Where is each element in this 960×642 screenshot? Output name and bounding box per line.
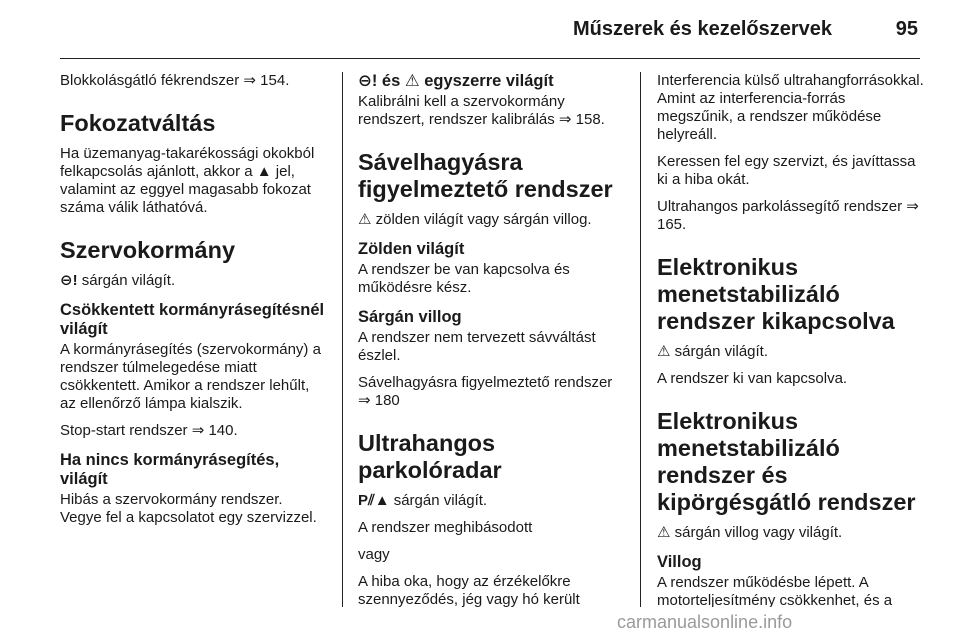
esc-off-icon: ⚠	[657, 343, 671, 360]
paragraph-esc-kiporgesgatlo	[657, 524, 925, 542]
paragraph-villog: A rendszer működésbe lépett. A motorteljesítmény csökkenhet, és a	[657, 574, 893, 607]
paragraph-keressen: Keressen fel egy szervizt, és javíttassa ki a hiba okát.	[657, 153, 916, 188]
paragraph-zolden-vilagit: A rendszer be van kapcsolva és működésre kész.	[358, 261, 570, 296]
heading-szervokormany: Szervokormány	[60, 237, 236, 263]
heading-ultrahangos: Ultrahangos parkolóradar	[358, 430, 502, 483]
heading-esc-kikapcsolva: Elektronikus menetstabilizáló rendszer kikapcsolva	[657, 254, 895, 334]
paragraph-sargan-villog: A rendszer nem tervezett sávváltást észlel.	[358, 329, 596, 364]
paragraph-fokozatvaltas: Ha üzemanyag-takarékossági okokból felkapcsolás ajánlott, akkor a ▲ jel, valamint az eggyel magasabb fokozat száma válik láthatóvá.	[60, 145, 315, 216]
paragraph-interferencia: Interferencia külső ultrahangforrásokkal. Amint az interferencia-forrás megszűnik, a rendszer működése helyreáll.	[657, 72, 924, 143]
paragraph-text: sárgán világít.	[670, 343, 769, 360]
paragraph-szervokormany	[60, 272, 328, 290]
page-title: Műszerek és kezelőszervek	[572, 18, 832, 40]
esc-icon: ⚠	[404, 72, 420, 90]
page-number: 95	[895, 18, 918, 40]
paragraph-csokkentett: A kormányrásegítés (szervokormány) a rendszer túlmelegedése miatt csökkentett. Amikor a rendszer lehűlt, az ellenőrző lámpa kialszik.	[60, 341, 321, 412]
paragraph-vagy: vagy	[358, 546, 390, 563]
heading-zolden-vilagit: Zölden világít	[358, 240, 465, 258]
stop-start-reference: Stop-start rendszer ⇒ 140.	[60, 422, 238, 439]
heading-egyszerre-vilagit	[358, 72, 626, 91]
paragraph-savelhagyas	[358, 211, 626, 229]
column-divider-2	[640, 72, 641, 607]
paragraph-meghibasodott: A rendszer meghibásodott	[358, 519, 533, 536]
heading-fokozatvaltas: Fokozatváltás	[60, 110, 216, 136]
parking-assist-reference: Ultrahangos parkolássegítő rendszer ⇒ 165.	[657, 198, 919, 233]
esc-icon: ⚠	[657, 524, 671, 541]
heading-savelhagyas: Sávelhagyásra figyelmeztető rendszer	[358, 149, 613, 202]
heading-csokkentett: Csökkentett kormányrásegítésnél világít	[60, 301, 325, 338]
heading-text: és	[377, 72, 405, 90]
steering-warning-icon: ⊖!	[60, 272, 78, 289]
paragraph-text: sárgán villog vagy világít.	[670, 524, 843, 541]
column-2	[358, 72, 626, 607]
paragraph-esc-kikapcsolva	[657, 343, 925, 361]
column-3	[657, 72, 925, 607]
paragraph-nincs-rasegites: Hibás a szervokormány rendszer. Vegye fel a kapcsolatot egy szervizzel.	[60, 491, 317, 526]
heading-nincs-rasegites: Ha nincs kormányrásegítés, világít	[60, 451, 280, 488]
paragraph-ki-van-kapcsolva: A rendszer ki van kapcsolva.	[657, 370, 848, 387]
page-header	[60, 0, 920, 59]
column-divider-1	[342, 72, 343, 607]
heading-esc-kiporgesgatlo: Elektronikus menetstabilizáló rendszer és kipörgésgátló rendszer	[657, 408, 916, 515]
paragraph-text: sárgán világít.	[389, 492, 488, 509]
watermark: carmanualsonline.info	[617, 612, 793, 632]
heading-villog: Villog	[657, 553, 702, 571]
steering-warning-icon: ⊖!	[358, 72, 378, 90]
paragraph-text: sárgán világít.	[77, 272, 176, 289]
paragraph-text: zölden világít vagy sárgán villog.	[371, 211, 592, 228]
heading-text: egyszerre világít	[419, 72, 554, 90]
lane-departure-icon: ⚠	[358, 211, 372, 228]
paragraph-ultrahangos	[358, 492, 626, 510]
lane-departure-reference: Sávelhagyásra figyelmeztető rendszer ⇒ 180	[358, 374, 613, 409]
paragraph-kalibralni: Kalibrálni kell a szervokormány rendszert, rendszer kalibrálás ⇒ 158.	[358, 93, 605, 128]
heading-sargan-villog: Sárgán villog	[358, 308, 462, 326]
column-1	[60, 72, 328, 607]
abs-reference: Blokkolásgátló fékrendszer ⇒ 154.	[60, 72, 290, 89]
paragraph-hiba-oka: A hiba oka, hogy az érzékelőkre szennyeződés, jég vagy hó került	[358, 573, 580, 607]
parking-sensor-icon: P⫽▲	[358, 492, 390, 509]
